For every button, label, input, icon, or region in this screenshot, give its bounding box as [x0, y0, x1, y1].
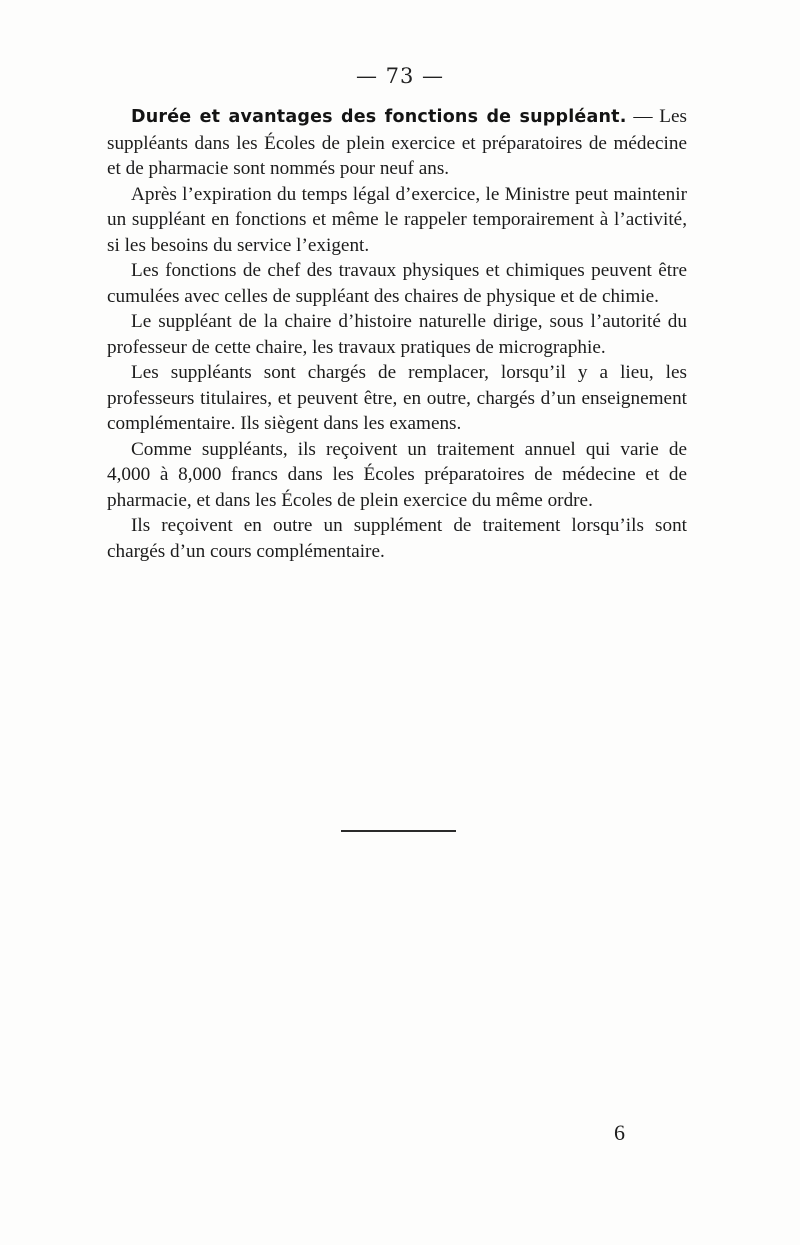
- lead-text: — Les suppléants dans les Écoles de plein exercice et préparatoires de médecine et de pharmacie sont nommés pour neuf ans.: [107, 106, 687, 179]
- paragraph: Le suppléant de la chaire d’histoire naturelle dirige, sous l’autorité du professeur de cette chaire, les travaux pratiques de micrographie.: [107, 311, 687, 358]
- section-body: [107, 104, 687, 564]
- page-number: — 73 —: [355, 64, 445, 88]
- paragraph: Les fonctions de chef des travaux physiques et chimiques peuvent être cumulées avec celles de suppléant des chaires de physique et de chimie.: [107, 260, 687, 307]
- section-end-rule: [341, 830, 456, 832]
- section-heading: Durée et avantages des fonctions de suppléant.: [131, 107, 627, 127]
- paragraph: Ils reçoivent en outre un supplément de traitement lorsqu’ils sont chargés d’un cours complémentaire.: [107, 515, 687, 562]
- signature-mark: 6: [614, 1120, 625, 1145]
- paragraph: Les suppléants sont chargés de remplacer, lorsqu’il y a lieu, les professeurs titulaires, et peuvent être, en outre, chargés d’un enseignement complémentaire. Ils siègent dans les examens.: [107, 362, 687, 434]
- paragraph: Comme suppléants, ils reçoivent un traitement annuel qui varie de 4,000 à 8,000 francs dans les Écoles préparatoires de médecine et de pharmacie, et dans les Écoles de plein exercice du même ordre.: [107, 438, 687, 511]
- paragraph: Après l’expiration du temps légal d’exercice, le Ministre peut maintenir un suppléant en fonctions et même le rappeler temporairement à l’activité, si les besoins du service l’exigent.: [107, 183, 687, 256]
- lead-paragraph: [107, 104, 687, 182]
